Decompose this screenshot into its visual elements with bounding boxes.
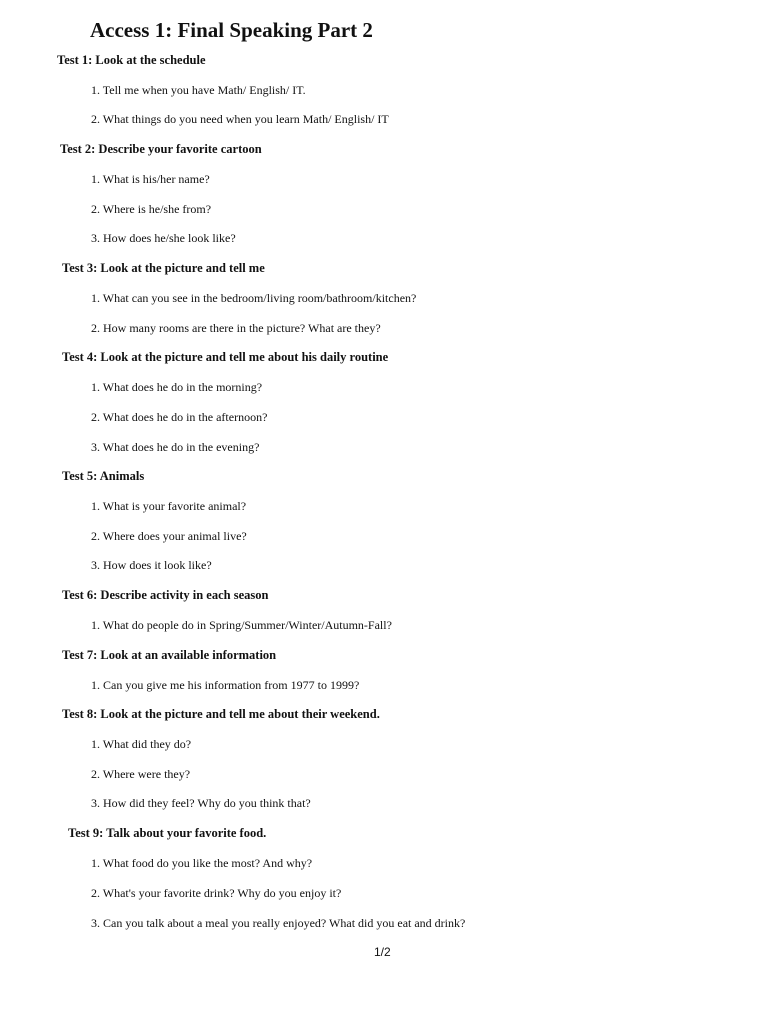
question-item: 3. How did they feel? Why do you think that? <box>91 796 311 810</box>
question-item: 1. What do people do in Spring/Summer/Winter/Autumn-Fall? <box>91 618 392 632</box>
question-item: 1. Tell me when you have Math/ English/ IT. <box>91 83 306 97</box>
question-item: 2. Where does your animal live? <box>91 529 247 543</box>
page-number: 1/2 <box>374 945 391 959</box>
section-heading-test-2: Test 2: Describe your favorite cartoon <box>60 142 262 156</box>
question-item: 2. Where were they? <box>91 767 191 781</box>
section-heading-test-7: Test 7: Look at an available information <box>62 648 277 662</box>
question-item: 2. What things do you need when you learn Math/ English/ IT <box>91 112 389 126</box>
section-heading-test-9: Test 9: Talk about your favorite food. <box>68 826 267 840</box>
question-item: 3. How does it look like? <box>91 558 212 572</box>
question-item: 1. What does he do in the morning? <box>91 380 263 394</box>
question-item: 2. How many rooms are there in the picture? What are they? <box>91 321 381 335</box>
document-title: Access 1: Final Speaking Part 2 <box>90 18 373 42</box>
question-item: 1. What did they do? <box>91 737 192 751</box>
question-item: 3. What does he do in the evening? <box>91 440 260 454</box>
section-heading-test-5: Test 5: Animals <box>62 469 145 483</box>
question-item: 1. Can you give me his information from 1977 to 1999? <box>91 678 360 692</box>
question-item: 1. What food do you like the most? And why? <box>91 856 313 870</box>
question-item: 2. Where is he/she from? <box>91 202 212 216</box>
section-heading-test-1: Test 1: Look at the schedule <box>57 53 206 67</box>
section-heading-test-6: Test 6: Describe activity in each season <box>62 588 269 602</box>
question-item: 1. What can you see in the bedroom/living room/bathroom/kitchen? <box>91 291 417 305</box>
question-item: 2. What's your favorite drink? Why do you enjoy it? <box>91 886 342 900</box>
question-item: 1. What is your favorite animal? <box>91 499 247 513</box>
section-heading-test-4: Test 4: Look at the picture and tell me about his daily routine <box>62 350 389 364</box>
question-item: 3. How does he/she look like? <box>91 231 236 245</box>
question-item: 2. What does he do in the afternoon? <box>91 410 268 424</box>
question-item: 1. What is his/her name? <box>91 172 210 186</box>
question-item: 3. Can you talk about a meal you really enjoyed? What did you eat and drink? <box>91 916 466 930</box>
section-heading-test-3: Test 3: Look at the picture and tell me <box>62 261 265 275</box>
section-heading-test-8: Test 8: Look at the picture and tell me about their weekend. <box>62 707 380 721</box>
